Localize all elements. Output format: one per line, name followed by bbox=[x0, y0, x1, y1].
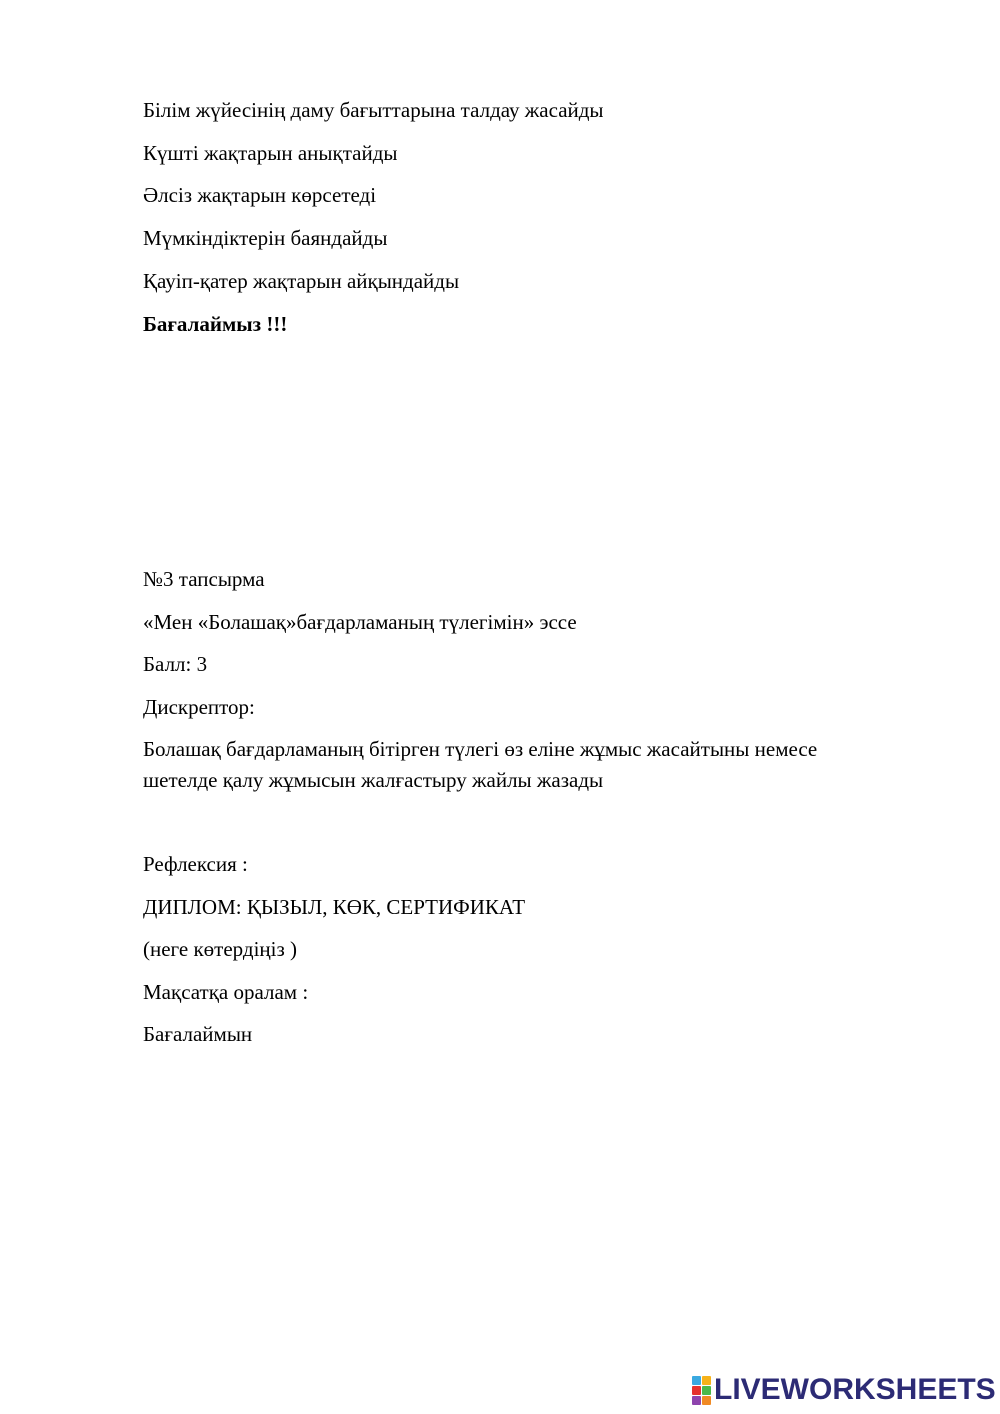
strengths-line: Күшті жақтарын анықтайды bbox=[143, 141, 398, 165]
liveworksheets-logo[interactable] bbox=[692, 1372, 996, 1408]
descriptor-label: Дискрептор: bbox=[143, 695, 255, 719]
logo-block bbox=[702, 1396, 711, 1405]
score-line: Балл: 3 bbox=[143, 652, 208, 676]
opportunities-line: Мүмкіндіктерін баяндайды bbox=[143, 226, 388, 250]
goal-line: Мақсатқа оралам : bbox=[143, 980, 309, 1004]
logo-blocks-icon bbox=[692, 1376, 712, 1404]
task3-title: №3 тапсырма bbox=[143, 567, 265, 591]
diploma-line: ДИПЛОМ: ҚЫЗЫЛ, КӨК, СЕРТИФИКАТ bbox=[143, 895, 526, 919]
descriptor-text-line1: Болашақ бағдарламаның бітірген түлегі өз еліне жұмыс жасайтыны немесе bbox=[143, 737, 818, 761]
logo-block bbox=[692, 1386, 701, 1395]
logo-block bbox=[692, 1396, 701, 1405]
logo-block bbox=[702, 1386, 711, 1395]
final-evaluate-line: Бағалаймын bbox=[143, 1022, 253, 1046]
essay-line: «Мен «Болашақ»бағдарламаның түлегімін» эссе bbox=[143, 610, 577, 634]
logo-block bbox=[702, 1376, 711, 1385]
descriptor-text-line2: шетелде қалу жұмысын жалғастыру жайлы жазады bbox=[143, 768, 604, 792]
reflection-label: Рефлексия : bbox=[143, 852, 248, 876]
logo-block bbox=[692, 1376, 701, 1385]
threats-line: Қауіп-қатер жақтарын айқындайды bbox=[143, 269, 460, 293]
weaknesses-line: Әлсіз жақтарын көрсетеді bbox=[143, 183, 377, 207]
analysis-line: Білім жүйесінің даму бағыттарына талдау жасайды bbox=[143, 98, 604, 122]
why-line: (неге көтердіңіз ) bbox=[143, 937, 298, 961]
logo-text: LIVEWORKSHEETS bbox=[714, 1373, 996, 1406]
evaluate-heading: Бағалаймыз !!! bbox=[143, 312, 288, 336]
